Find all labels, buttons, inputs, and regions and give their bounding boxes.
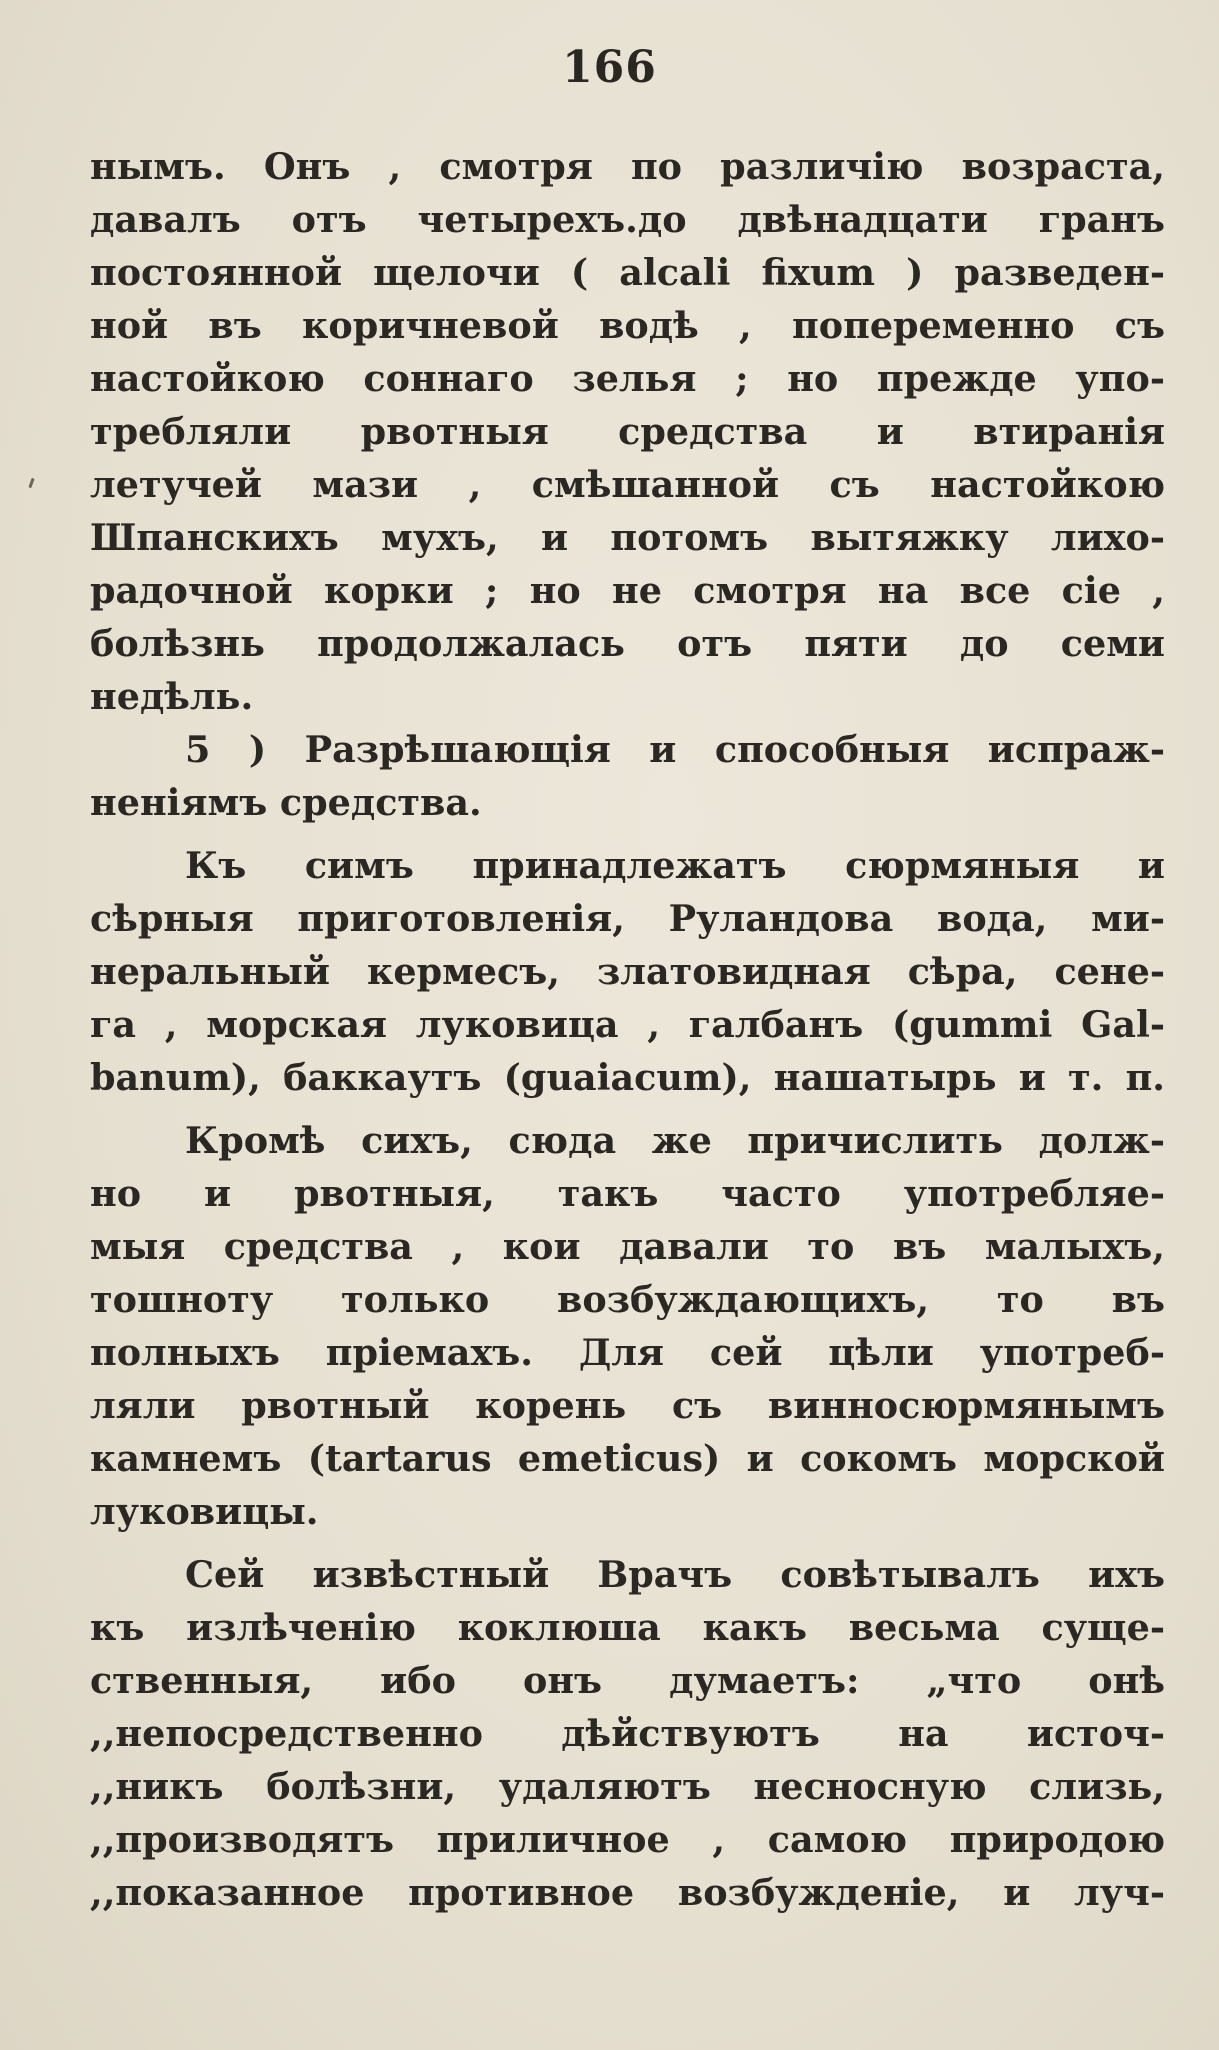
paragraph-gap (90, 1104, 1165, 1114)
paragraph-gap (90, 829, 1165, 839)
text-line: сѣрныя приготовленія, Руландова вода, ми- (90, 897, 1165, 940)
text-line: ляли рвотный корень съ винносюрмянымъ (90, 1384, 1165, 1427)
page-text (90, 140, 1165, 1919)
text-line: болѣзнь продолжалась отъ пяти до семи (90, 622, 1165, 665)
text-line: летучей мази , смѣшанной съ настойкою (90, 463, 1165, 506)
text-line: настойкою соннаго зелья ; но прежде упо- (90, 357, 1165, 400)
text-line: ,,производятъ приличное , самою природою (90, 1818, 1165, 1861)
text-line: ной въ коричневой водѣ , попеременно съ (90, 304, 1165, 347)
text-line: Кромѣ сихъ, сюда же причислить долж- (185, 1119, 1165, 1162)
text-line: мыя средства , кои давали то въ малыхъ, (90, 1225, 1165, 1268)
page-number: 166 (562, 42, 657, 93)
text-line: радочной корки ; но не смотря на все сіе , (90, 569, 1165, 612)
margin-mark (28, 478, 34, 488)
text-line: ,,непосредственно дѣйствуютъ на источ- (90, 1712, 1165, 1755)
text-line: неральный кермесъ, златовидная сѣра, сене- (90, 950, 1165, 993)
text-line: Сей извѣстный Врачъ совѣтывалъ ихъ (185, 1553, 1165, 1596)
text-line: 5 ) Разрѣшающія и способныя испраж- (185, 728, 1165, 771)
text-line: постоянной щелочи ( alcali fixum ) разведен- (90, 251, 1165, 294)
text-line: Къ симъ принадлежатъ сюрмяныя и (185, 844, 1165, 887)
text-line: ,,показанное противное возбужденіе, и луч- (90, 1871, 1165, 1914)
text-line: полныхъ пріемахъ. Для сей цѣли употреб- (90, 1331, 1165, 1374)
text-line: но и рвотныя, такъ часто употребляе- (90, 1172, 1165, 1215)
text-line: камнемъ (tartarus emeticus) и сокомъ морской (90, 1437, 1165, 1480)
text-line: тошноту только возбуждающихъ, то въ (90, 1278, 1165, 1321)
text-line: луковицы. (90, 1490, 319, 1533)
text-line: ственныя, ибо онъ думаетъ: „что онѣ (90, 1659, 1165, 1702)
text-line: давалъ отъ четырехъ.до двѣнадцати гранъ (90, 198, 1165, 241)
text-line: нымъ. Онъ , смотря по различію возраста, (90, 145, 1165, 188)
text-line: къ излѣченію коклюша какъ весьма суще- (90, 1606, 1165, 1649)
text-line: недѣль. (90, 675, 254, 718)
paragraph-gap (90, 1538, 1165, 1548)
text-line: banum), баккаутъ (guaiacum), нашатырь и т. п. (90, 1056, 1165, 1099)
text-line: Шпанскихъ мухъ, и потомъ вытяжку лихо- (90, 516, 1165, 559)
text-line: неніямъ средства. (90, 781, 482, 824)
text-line: требляли рвотныя средства и втиранія (90, 410, 1165, 453)
text-line: га , морская луковица , галбанъ (gummi Gal- (90, 1003, 1165, 1046)
text-line: ,,никъ болѣзни, удаляютъ несносную слизь, (90, 1765, 1165, 1808)
